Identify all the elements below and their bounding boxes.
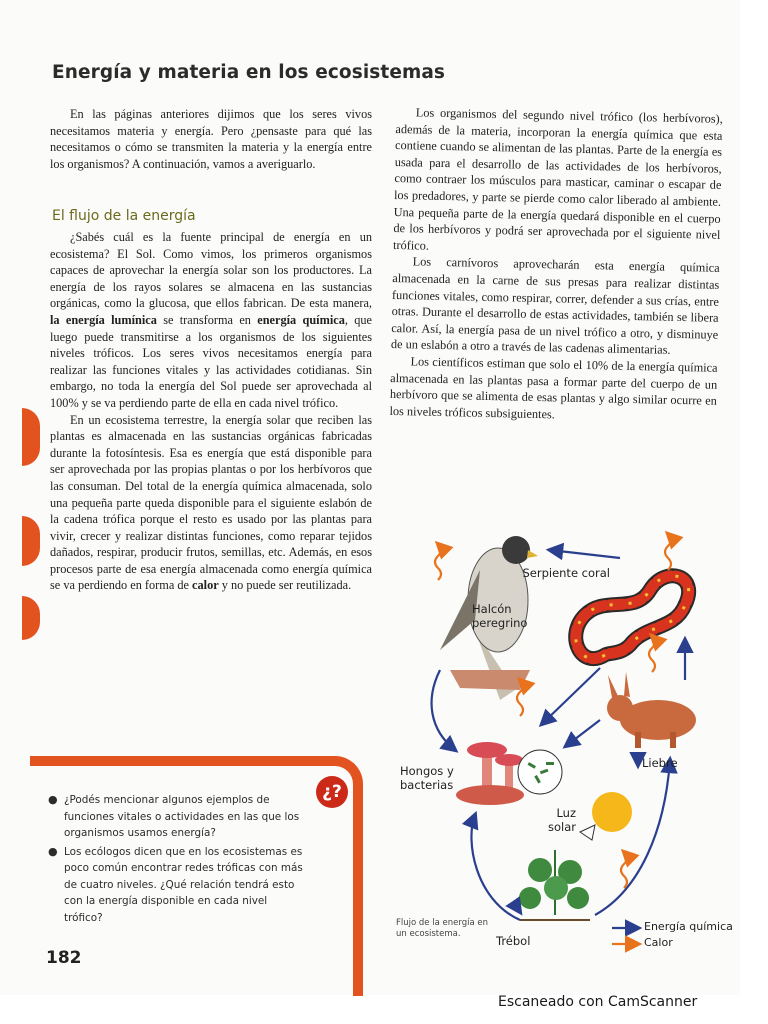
diagram-caption: Flujo de la energía en un ecosistema. xyxy=(396,918,488,939)
paragraph-terrestrial: En un ecosistema terrestre, la energía solar que reciben las plantas es almacenada en las sustancias orgánicas fabricadas durante la fotosíntesis. Esa es energía que está disponible para ser aprovechada por las propias plantas o por los herbívoros que las consuman. Del total de la energía química almacenada, solo una pequeña parte queda disponible para el siguiente eslabón de la cadena trófica porque el resto es usado por las plantas para vivir, crecer y realizar distintas funciones, como reparar tejidos dañados, respirar, producir frutos, semillas, etc. Además, en esos procesos parte de esa energía almacenada como energía química se va perdiendo en forma de calor y no puede ser reutilizada. xyxy=(50,412,372,593)
right-column xyxy=(389,104,723,426)
page-number: 182 xyxy=(46,948,82,968)
diagram-legend xyxy=(612,928,638,944)
coral-snake-illustration xyxy=(576,576,689,659)
label-falcon: Halcón peregrino xyxy=(472,602,528,630)
scanner-watermark: Escaneado con CamScanner xyxy=(498,994,698,1010)
question-item: ● Los ecólogos dicen que en los ecosistemas es poco común encontrar redes tróficas con más de cuatro niveles. ¿Qué relación tendrá esto con la energía disponible en cada nivel trófico? xyxy=(48,844,303,924)
hare-illustration xyxy=(607,672,696,748)
label-hare: Liebre xyxy=(642,756,678,770)
diagram-graphic xyxy=(380,520,740,960)
clover-illustration xyxy=(519,850,590,920)
energy-flow-diagram xyxy=(380,520,740,960)
paragraph-ten-percent: Los científicos estiman que solo el 10% de la energía química almacenada en las plantas pasa a formar parte del cuerpo de un herbívoro que se alimenta de esas plantas y algo similar ocurre en los niveles tróficos subsiguientes. xyxy=(389,354,718,422)
legend-heat: Calor xyxy=(644,936,673,949)
paragraph-energy-source: ¿Sabés cuál es la fuente principal de energía en un ecosistema? El Sol. Como vimos, los primeros organismos capaces de aprovechar la energía solar son los productores. La energía de los rayos solares se almacena en las sustancias orgánicas, como la glucosa, que ellos fabrican. De esta manera, la energía lumínica se transforma en energía química, que luego puede transmitirse a los organismos de los siguientes niveles tróficos. Los seres vivos necesitamos energía para realizar las funciones vitales y las actividades cotidianas. Sin embargo, no toda la energía del Sol puede ser aprovechada al 100% y se va perdiendo parte de ella en cada nivel trófico. xyxy=(50,230,372,410)
question-list xyxy=(46,792,308,928)
page-title: Energía y materia en los ecosistemas xyxy=(52,62,446,83)
legend-chemical-energy: Energía química xyxy=(644,920,733,933)
label-snake: Serpiente coral xyxy=(522,566,610,580)
question-badge: ¿? xyxy=(316,776,348,808)
question-item: ● ¿Podés mencionar algunos ejemplos de funciones vitales o actividades en las que los organismos usamos energía? xyxy=(48,793,300,839)
label-fungi: Hongos y bacterias xyxy=(400,764,454,792)
left-column xyxy=(50,229,372,594)
intro-text: En las páginas anteriores dijimos que los seres vivos necesitamos materia y energía. Pero ¿pensaste para qué las necesitamos o cómo se transmiten la materia y la energía entre los organismos? A continuación, vamos a averiguarlo. xyxy=(50,107,372,171)
intro-paragraph xyxy=(50,106,372,172)
section-heading: El flujo de la energía xyxy=(52,208,196,224)
paragraph-carnivores: Los carnívoros aprovecharán esta energía química almacenada en la carne de sus presas para realizar distintas funciones vitales, como respirar, correr, defender a sus crías, entre otras. Durante el desarrollo de estas actividades, también se libera calor. Así, la energía pasa de un nivel trófico a otro, y disminuye de un eslabón a otro a través de las cadenas alimentarias. xyxy=(390,254,720,358)
scan-margin xyxy=(740,0,768,1024)
label-sun: Luz solar xyxy=(548,806,576,834)
sun-illustration xyxy=(580,792,632,840)
page-edge-tab xyxy=(22,408,40,466)
paragraph-herbivores: Los organismos del segundo nivel trófico (los herbívoros), además de la materia, incorporan la energía química que esta contiene cuando se alimentan de las plantas. Parte de la energía es usada para el desarrollo de las actividades de los herbívoros, como contraer los músculos para masticar, caminar o escapar de los predadores, y parte se pierde como calor liberado al ambiente. Una pequeña parte de la energía quedará disponible en el cuerpo de los herbívoros y podrá ser aprovechada por el siguiente nivel trófico. xyxy=(392,105,723,253)
label-clover: Trébol xyxy=(496,934,531,948)
bullet-icon: ● xyxy=(48,844,58,858)
bullet-icon: ● xyxy=(48,793,58,806)
bacteria-illustration xyxy=(518,750,562,794)
